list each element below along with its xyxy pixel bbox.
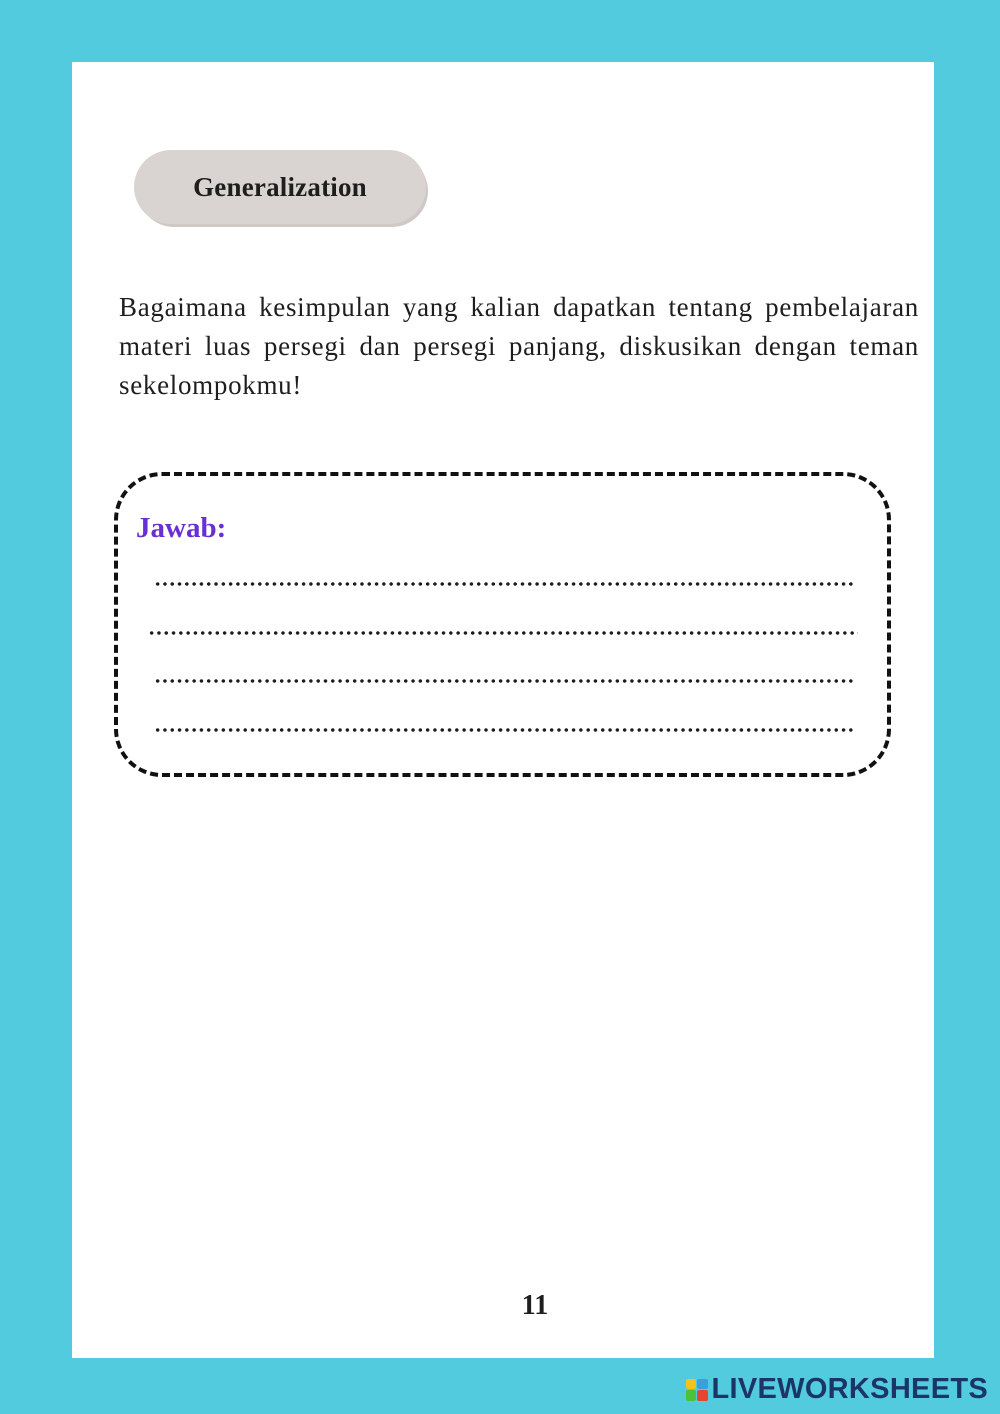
watermark-text: LIVEWORKSHEETS <box>711 1373 988 1405</box>
liveworksheets-logo-icon <box>686 1379 708 1401</box>
answer-line-2[interactable] <box>148 631 858 635</box>
section-title: Generalization <box>193 171 367 202</box>
liveworksheets-watermark <box>686 1373 989 1406</box>
answer-label: Jawab: <box>136 512 227 544</box>
answer-line-4[interactable] <box>154 728 854 732</box>
section-badge <box>134 150 426 224</box>
page-number: 11 <box>521 1290 549 1321</box>
question-text: Bagaimana kesimpulan yang kalian dapatkan tentang pembelajaran materi luas persegi dan persegi panjang, diskusikan dengan teman sekelompokmu! <box>119 292 919 400</box>
answer-line-3[interactable] <box>154 679 854 683</box>
answer-box <box>114 472 891 777</box>
answer-line-1[interactable] <box>154 582 854 586</box>
worksheet-page <box>72 62 934 1358</box>
